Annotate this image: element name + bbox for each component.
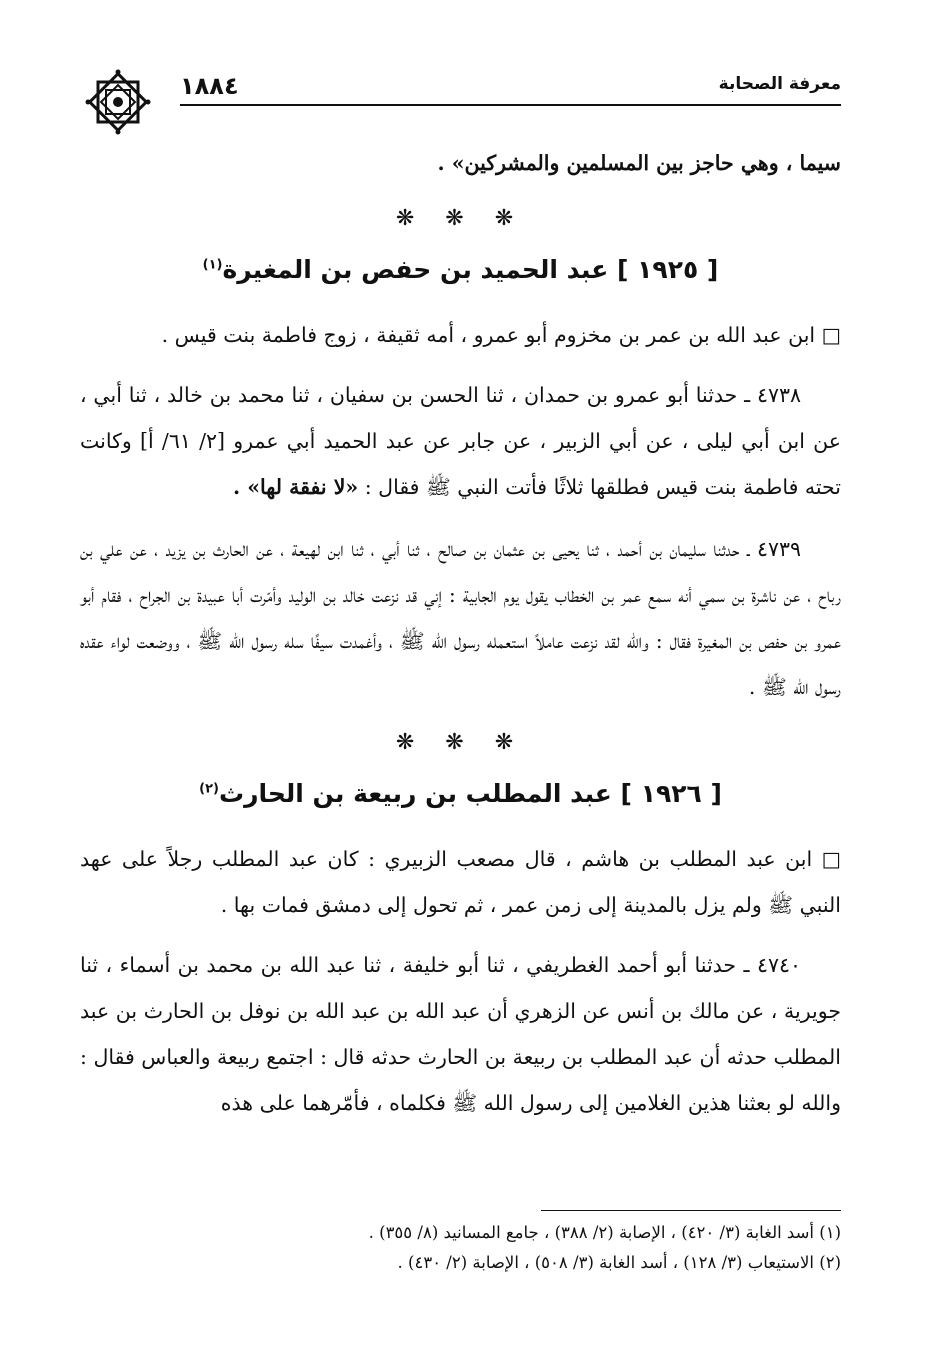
ornament-icon [84, 68, 152, 136]
hadith-4740: ٤٧٤٠ ـ حدثنا أبو أحمد الغطريفي ، ثنا أبو خليفة ، ثنا عبد الله بن محمد بن أسماء ، ثنا جويرية ، عن مالك بن أنس عن الزهري أن عبد الله بن عبد الله بن نوفل بن الحارث بن عبد المطلب حدثه أن عبد المطلب بن ربيعة بن الحارث حدثه قال : اجتمع ربيعة والعباس فقال : والله لو بعثنا هذين الغلامين إلى رسول الله ﷺ فكلماه ، فأمّرهما على هذه [80, 953, 841, 1115]
footnote-rule [541, 1210, 841, 1211]
entry-heading-text: [ ١٩٢٥ ] عبد الحميد بن حفص بن المغيرة [222, 255, 719, 284]
page-number: ١٨٨٤ [180, 72, 239, 100]
entry-heading-1926 [80, 772, 841, 816]
hadith-4738 [80, 372, 841, 510]
hadith-text: ٤٧٣٨ ـ حدثنا أبو عمرو بن حمدان ، ثنا الحسن بن سفيان ، ثنا محمد بن خالد ، ثنا أبي ، عن ابن أبي ليلى ، عن أبي الزبير ، عن جابر عن عبد الحميد أبي عمرو [٢/ ٦١/ أ] وكانت تحته فاطمة بنت قيس فطلقها ثلاثًا فأتت النبي ﷺ فقال : [80, 383, 842, 499]
entry-intro: □ ابن عبد الله بن عمر بن مخزوم أبو عمرو ، أمه ثقيفة ، زوج فاطمة بنت قيس . [161, 323, 841, 347]
hadith-4739: ٤٧٣٩ ـ حدثنا سليمان بن أحمد ، ثنا يحيى بن عثمان بن صالح ، ثنا أبي ، ثنا ابن لهيعة ، عن الحارث بن يزيد ، عن علي بن رباح ، عن ناشرة بن سمي أنه سمع عمر بن الخطاب يقول يوم الجابية : إني قد نزعت خالد بن الوليد وأمّرت أبا عبيدة بن الجراح ، فقام أبو عمرو بن حفص بن المغيرة فقال : والله لقد نزعت عاملاً استعمله رسول الله ﷺ ، وأغمدت سيفًا سله رسول الله ﷺ ، ووضعت لواء عقده رسول الله ﷺ . [80, 537, 841, 699]
footnote-2: (٢) الاستيعاب (٣/ ١٢٨) ، أسد الغابة (٣/ ٥٠٨) ، الإصابة (٢/ ٤٣٠) . [397, 1253, 841, 1272]
footnote-ref: (٢) [199, 781, 219, 797]
running-header [80, 60, 841, 110]
footnotes [80, 1218, 841, 1278]
entry-intro: □ ابن عبد المطلب بن هاشم ، قال مصعب الزبيري : كان عبد المطلب رجلاً على عهد النبي ﷺ ولم يزل بالمدينة إلى زمن عمر ، ثم تحول إلى دمشق فمات بها . [80, 847, 841, 917]
header-rule [180, 104, 841, 106]
footnote-1: (١) أسد الغابة (٣/ ٤٢٠) ، الإصابة (٢/ ٣٨٨) ، جامع المسانيد (٨/ ٣٥٥) . [368, 1223, 841, 1242]
hadith-quote: «لا نفقة لها» . [232, 475, 359, 499]
footnote-ref: (١) [202, 257, 223, 273]
section-separator: ❋ ❋ ❋ [395, 730, 526, 755]
entry-heading-text: [ ١٩٢٦ ] عبد المطلب بن ربيعة بن الحارث [218, 779, 722, 808]
entry-heading-1925 [80, 248, 841, 292]
main-text [80, 140, 841, 1142]
opening-line: سيما ، وهي حاجز بين المسلمين والمشركين» . [437, 151, 841, 175]
book-title: معرفة الصحابة [718, 74, 841, 94]
section-separator: ❋ ❋ ❋ [395, 206, 526, 231]
